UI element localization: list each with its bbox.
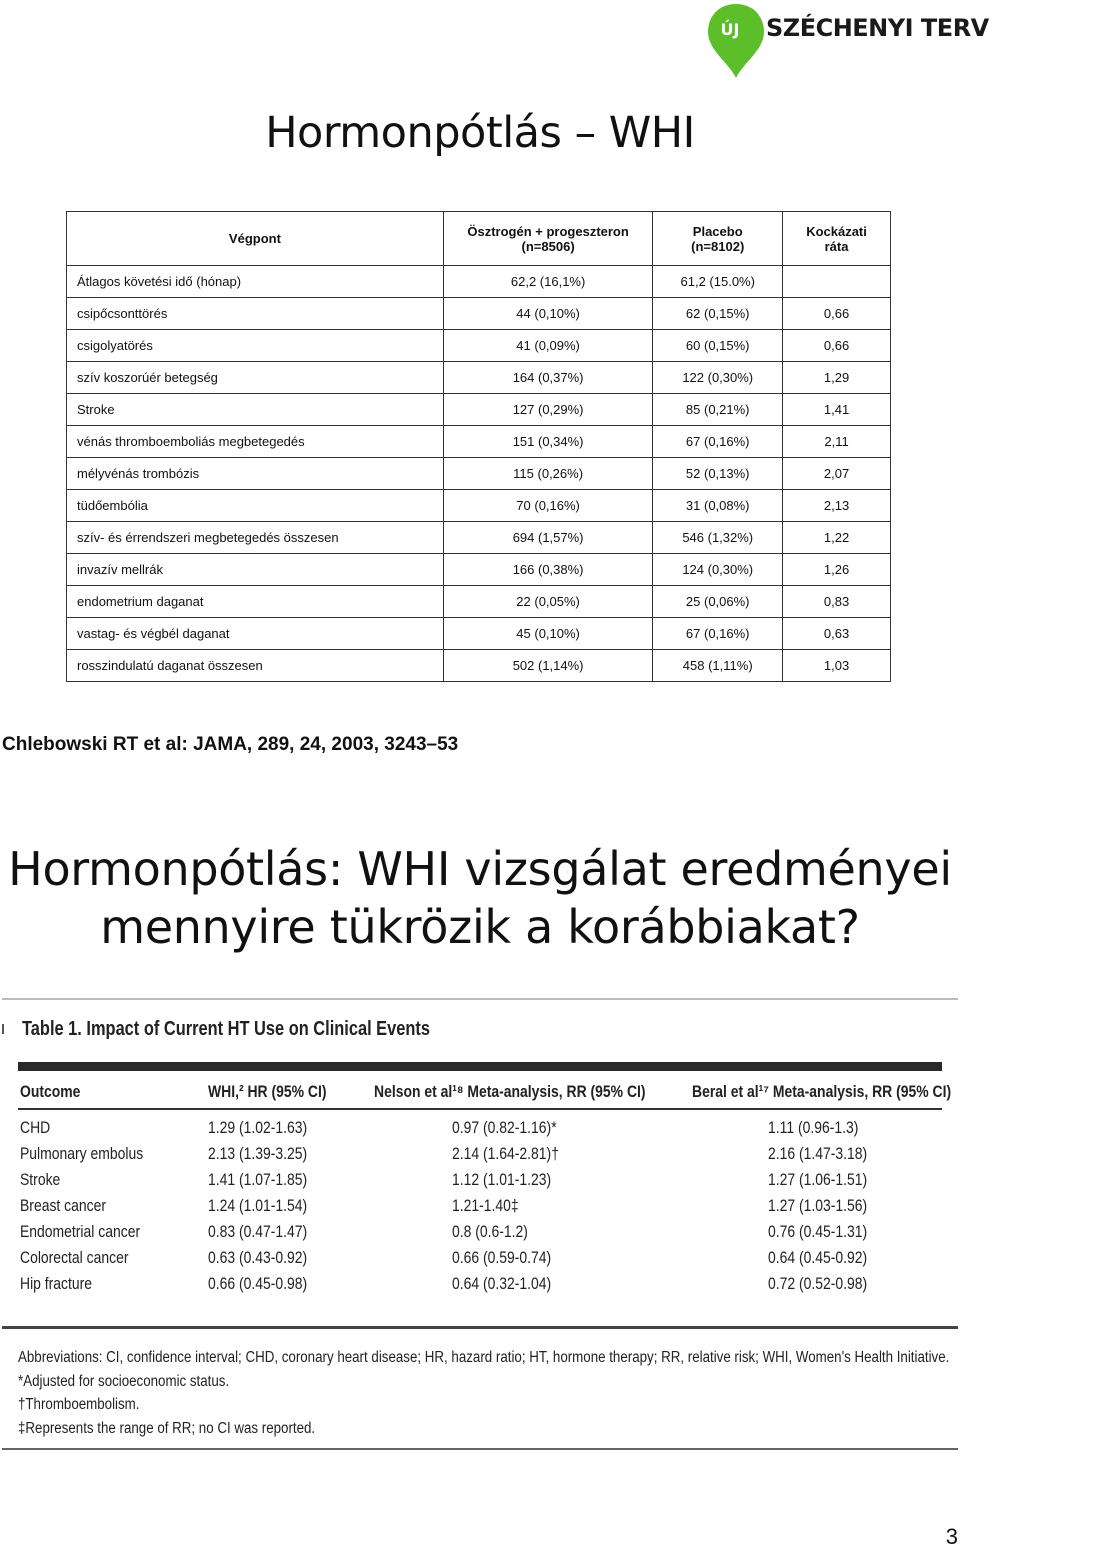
row-label: Hip fracture [20, 1274, 93, 1293]
footnote: †Thromboembolism. [18, 1396, 140, 1413]
row-label: szív- és érrendszeri megbetegedés összesen [67, 522, 444, 554]
table-row [67, 522, 891, 554]
scan-table-row [2, 1144, 958, 1170]
table-cell: 127 (0,29%) [443, 394, 653, 426]
column-header: Végpont [67, 212, 444, 266]
table-row [67, 458, 891, 490]
table-cell: 0.64 (0.32-1.04) [452, 1274, 552, 1293]
table-cell: 1.24 (1.01-1.54) [208, 1196, 308, 1215]
scan-column-header: Nelson et al¹⁸ Meta-analysis, RR (95% CI) [374, 1082, 646, 1101]
table-cell: 1.12 (1.01-1.23) [452, 1170, 552, 1189]
row-label: invazív mellrák [67, 554, 444, 586]
table-cell: 122 (0,30%) [653, 362, 783, 394]
table-cell: 2.13 (1.39-3.25) [208, 1144, 308, 1163]
table-cell: 22 (0,05%) [443, 586, 653, 618]
table-cell: 166 (0,38%) [443, 554, 653, 586]
table-cell: 502 (1,14%) [443, 650, 653, 682]
scan-column-header: WHI,² HR (95% CI) [208, 1082, 327, 1101]
table-cell: 546 (1,32%) [653, 522, 783, 554]
row-label: CHD [20, 1118, 51, 1137]
table-cell: 85 (0,21%) [653, 394, 783, 426]
divider [18, 1062, 942, 1071]
column-header: Ösztrogén + progeszteron (n=8506) [443, 212, 653, 266]
table-cell: 1.29 (1.02-1.63) [208, 1118, 308, 1137]
table-row [67, 554, 891, 586]
table-row [67, 266, 891, 298]
footnote: ‡Represents the range of RR; no CI was reported. [18, 1419, 316, 1437]
footnote: Abbreviations: CI, confidence interval; CHD, coronary heart disease; HR, hazard ratio; HT, hormone therapy; RR, relative risk; WHI, Women's Health Initiative. [18, 1349, 950, 1366]
table-cell: 2,11 [783, 426, 891, 458]
table-cell: 52 (0,13%) [653, 458, 783, 490]
table-cell: 0.66 (0.45-0.98) [208, 1274, 308, 1293]
citation: Chlebowski RT et al: JAMA, 289, 24, 2003, 3243–53 [2, 734, 459, 755]
table-cell: 0.64 (0.45-0.92) [768, 1248, 868, 1267]
table-cell: 1,41 [783, 394, 891, 426]
divider [2, 1448, 958, 1450]
table-cell: 164 (0,37%) [443, 362, 653, 394]
table-cell: 694 (1,57%) [443, 522, 653, 554]
table-cell: 0.97 (0.82-1.16)* [452, 1118, 557, 1137]
row-label: Endometrial cancer [20, 1222, 141, 1241]
table-row [67, 394, 891, 426]
table-cell: 41 (0,09%) [443, 330, 653, 362]
row-label: mélyvénás trombózis [67, 458, 444, 490]
table-cell: 0,63 [783, 618, 891, 650]
divider [2, 1326, 958, 1329]
table-cell: 1.11 (0.96-1.3) [768, 1118, 859, 1137]
table-cell: 2,13 [783, 490, 891, 522]
table-row [67, 586, 891, 618]
page-title: Hormonpótlás – WHI [265, 108, 695, 158]
table-cell: 62 (0,15%) [653, 298, 783, 330]
table-row [67, 490, 891, 522]
scan-mark [2, 1024, 4, 1034]
table-cell: 0.72 (0.52-0.98) [768, 1274, 868, 1293]
row-label: rosszindulatú daganat összesen [67, 650, 444, 682]
scan-table-row [2, 1248, 958, 1274]
table-cell: 1,29 [783, 362, 891, 394]
scan-column-header: Beral et al¹⁷ Meta-analysis, RR (95% CI) [692, 1082, 952, 1101]
table-cell: 44 (0,10%) [443, 298, 653, 330]
row-label: vastag- és végbél daganat [67, 618, 444, 650]
section-title-line2: mennyire tükrözik a korábbiakat? [100, 900, 860, 954]
szechenyi-terv-logo [700, 0, 989, 82]
row-label: tüdőembólia [67, 490, 444, 522]
location-pin-icon [706, 2, 766, 80]
table-cell: 70 (0,16%) [443, 490, 653, 522]
scan-column-header: Outcome [20, 1082, 81, 1101]
table-row [67, 298, 891, 330]
section-title-line1: Hormonpótlás: WHI vizsgálat eredményei [8, 842, 952, 896]
table-cell: 2.16 (1.47-3.18) [768, 1144, 868, 1163]
table-row [67, 426, 891, 458]
column-header: Placebo (n=8102) [653, 212, 783, 266]
row-label: csigolyatörés [67, 330, 444, 362]
table-cell [783, 266, 891, 298]
row-label: Stroke [20, 1170, 61, 1189]
table-cell: 0.8 (0.6-1.2) [452, 1222, 528, 1241]
table-cell: 0,83 [783, 586, 891, 618]
table-cell: 124 (0,30%) [653, 554, 783, 586]
scan-table-row [2, 1170, 958, 1196]
table-cell: 62,2 (16,1%) [443, 266, 653, 298]
row-label: endometrium daganat [67, 586, 444, 618]
table-row [67, 330, 891, 362]
table-cell: 0.76 (0.45-1.31) [768, 1222, 868, 1241]
table-cell: 60 (0,15%) [653, 330, 783, 362]
table-cell: 67 (0,16%) [653, 426, 783, 458]
logo-uj-text: ÚJ [720, 20, 740, 39]
divider [18, 1108, 942, 1110]
row-label: csipőcsonttörés [67, 298, 444, 330]
table-cell: 31 (0,08%) [653, 490, 783, 522]
table-cell: 151 (0,34%) [443, 426, 653, 458]
table-cell: 67 (0,16%) [653, 618, 783, 650]
row-label: Breast cancer [20, 1196, 107, 1215]
scan-table-notes [18, 1346, 1101, 1440]
table-cell: 2,07 [783, 458, 891, 490]
row-label: Pulmonary embolus [20, 1144, 144, 1163]
table-cell: 0.66 (0.59-0.74) [452, 1248, 552, 1267]
scan-table-row [2, 1118, 958, 1144]
table-cell: 1.27 (1.06-1.51) [768, 1170, 868, 1189]
table-row [67, 650, 891, 682]
scanned-table-image [2, 998, 958, 1450]
table-cell: 1.41 (1.07-1.85) [208, 1170, 308, 1189]
table-cell: 458 (1,11%) [653, 650, 783, 682]
section-title [0, 840, 960, 956]
table-cell: 1,22 [783, 522, 891, 554]
table-cell: 45 (0,10%) [443, 618, 653, 650]
footnote: *Adjusted for socioeconomic status. [18, 1372, 230, 1390]
table-cell: 0,66 [783, 330, 891, 362]
table-cell: 2.14 (1.64-2.81)† [452, 1144, 559, 1163]
scan-table-title: Table 1. Impact of Current HT Use on Clinical Events [22, 1018, 430, 1040]
logo-wordmark: SZÉCHENYI TERV [766, 14, 989, 42]
scan-table-row [2, 1274, 958, 1300]
row-label: Stroke [67, 394, 444, 426]
scan-table-row [2, 1196, 958, 1222]
table-cell: 25 (0,06%) [653, 586, 783, 618]
row-label: Átlagos követési idő (hónap) [67, 266, 444, 298]
table-cell: 1,03 [783, 650, 891, 682]
table-cell: 1,26 [783, 554, 891, 586]
divider [2, 998, 958, 1000]
table-cell: 1.21-1.40‡ [452, 1196, 519, 1215]
table-row [67, 618, 891, 650]
table-cell: 61,2 (15.0%) [653, 266, 783, 298]
table-row [67, 362, 891, 394]
table-cell: 0,66 [783, 298, 891, 330]
page-number: 3 [945, 1524, 958, 1549]
table-cell: 0.63 (0.43-0.92) [208, 1248, 308, 1267]
table-cell: 115 (0,26%) [443, 458, 653, 490]
row-label: vénás thromboemboliás megbetegedés [67, 426, 444, 458]
row-label: szív koszorúér betegség [67, 362, 444, 394]
row-label: Colorectal cancer [20, 1248, 129, 1267]
table-cell: 0.83 (0.47-1.47) [208, 1222, 308, 1241]
table-cell: 1.27 (1.03-1.56) [768, 1196, 868, 1215]
scan-table-row [2, 1222, 958, 1248]
column-header: Kockázati ráta [783, 212, 891, 266]
whi-results-table [66, 211, 891, 682]
